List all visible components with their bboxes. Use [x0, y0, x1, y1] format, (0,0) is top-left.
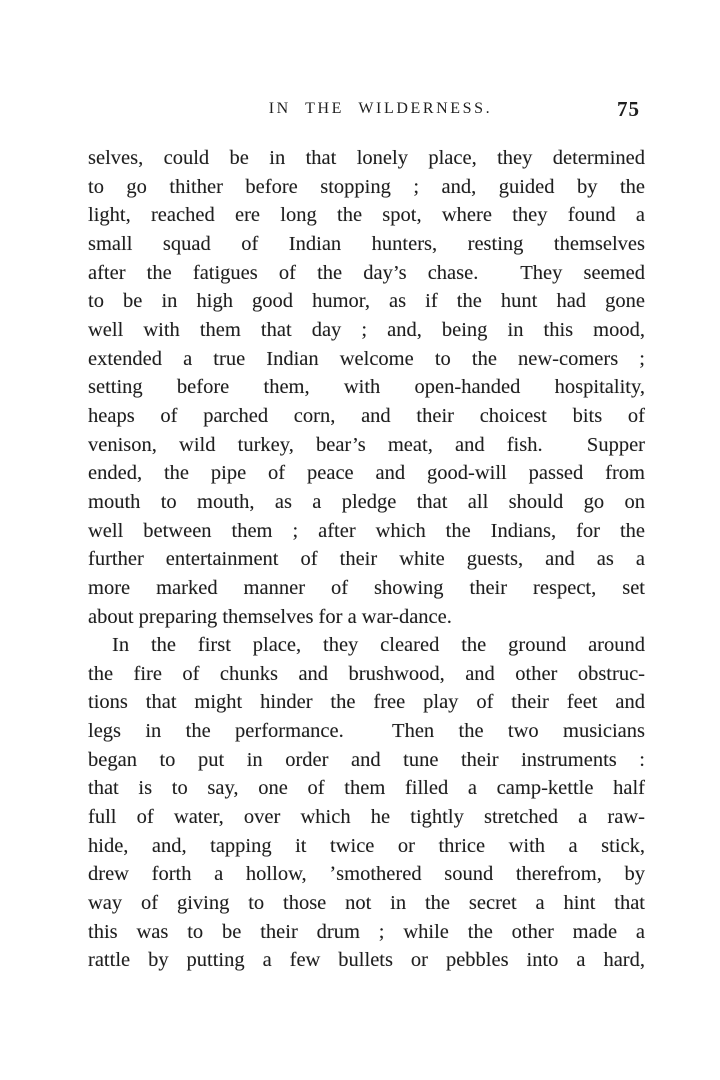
page-header — [88, 97, 645, 121]
text-line: about preparing themselves for a war-dance. — [88, 605, 452, 628]
text-line: that is to say, one of them filled a camp-kettle half — [88, 777, 645, 800]
text-line: more marked manner of showing their respect, set — [88, 576, 645, 599]
text-line: well between them ; after which the Indians, for the — [88, 519, 645, 542]
text-line: rattle by putting a few bullets or pebbles into a hard, — [88, 949, 645, 972]
text-line: further entertainment of their white guests, and as a — [88, 548, 645, 571]
text-line: after the fatigues of the day’s chase. They seemed — [88, 261, 645, 284]
text-line: mouth to mouth, as a pledge that all should go on — [88, 490, 645, 513]
text-line: small squad of Indian hunters, resting themselves — [88, 232, 645, 255]
text-line: hide, and, tapping it twice or thrice with a stick, — [88, 834, 645, 857]
running-title: IN THE WILDERNESS. — [268, 100, 493, 117]
text-line: setting before them, with open-handed hospitality, — [88, 376, 645, 399]
text-line: In the first place, they cleared the ground around — [112, 634, 645, 657]
text-line: to be in high good humor, as if the hunt had gone — [88, 290, 645, 313]
text-line: the fire of chunks and brushwood, and other obstruc- — [88, 662, 645, 685]
text-line: way of giving to those not in the secret a hint that — [88, 892, 645, 915]
paragraph — [88, 631, 645, 975]
page-body — [88, 144, 645, 975]
text-line: full of water, over which he tightly stretched a raw- — [88, 806, 645, 829]
text-line: tions that might hinder the free play of their feet and — [88, 691, 645, 714]
text-line: well with them that day ; and, being in this mood, — [88, 318, 645, 341]
text-line: light, reached ere long the spot, where they found a — [88, 204, 645, 227]
text-line: to go thither before stopping ; and, guided by the — [88, 175, 645, 198]
text-line: began to put in order and tune their instruments : — [88, 748, 645, 771]
text-line: venison, wild turkey, bear’s meat, and fish. Supper — [88, 433, 645, 456]
text-line: heaps of parched corn, and their choicest bits of — [88, 404, 645, 427]
text-line: this was to be their drum ; while the other made a — [88, 920, 645, 943]
page-number: 75 — [617, 97, 640, 121]
text-line: extended a true Indian welcome to the new-comers ; — [88, 347, 645, 370]
text-line: ended, the pipe of peace and good-will passed from — [88, 462, 645, 485]
text-line: selves, could be in that lonely place, they determined — [88, 147, 645, 169]
text-line: legs in the performance. Then the two musicians — [88, 720, 645, 743]
paragraph — [88, 144, 645, 631]
text-line: drew forth a hollow, ʼsmothered sound therefrom, by — [88, 863, 645, 886]
